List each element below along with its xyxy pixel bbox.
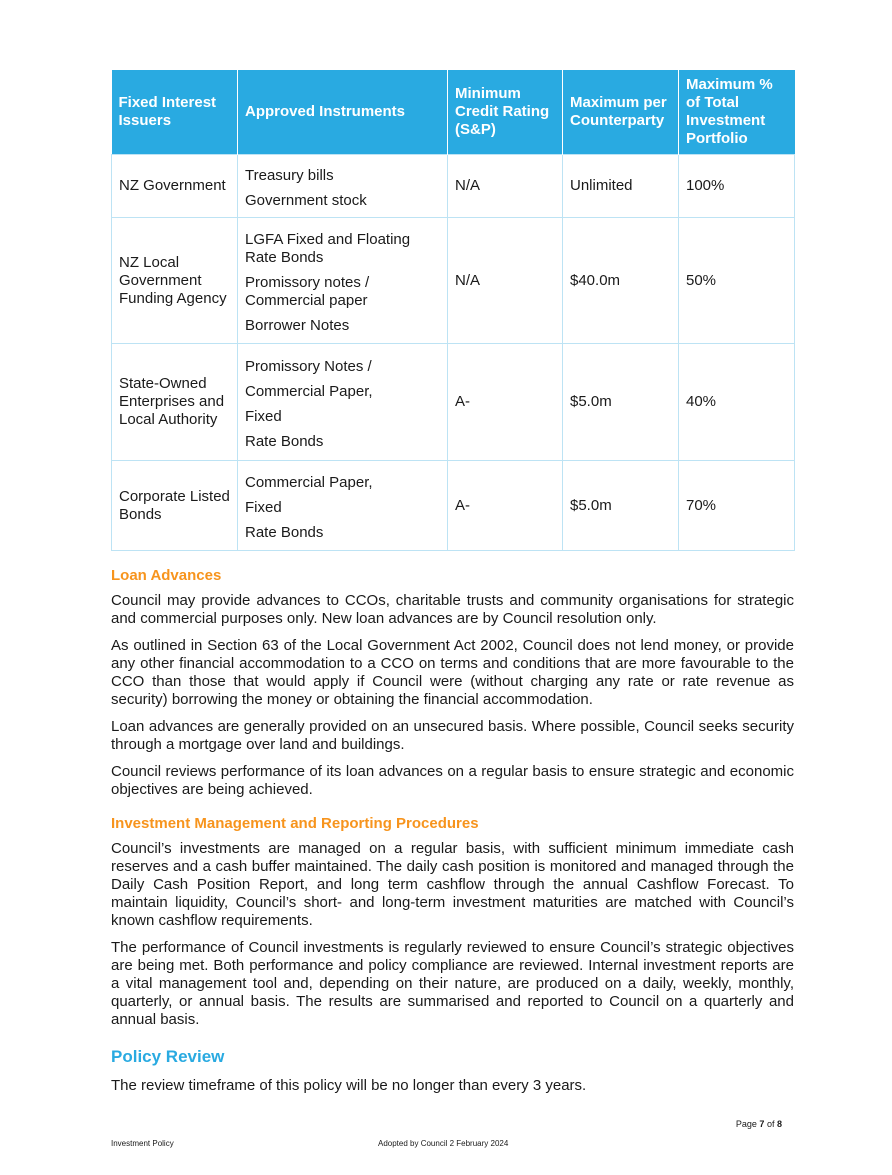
- max-portfolio-cell: 70%: [679, 461, 795, 551]
- table-row: [112, 461, 795, 551]
- credit-rating-cell: A-: [448, 344, 563, 461]
- max-counterparty-cell: $5.0m: [563, 344, 679, 461]
- max-counterparty-cell: Unlimited: [563, 155, 679, 218]
- credit-rating-cell: N/A: [448, 218, 563, 344]
- issuer-cell: NZ Government: [112, 155, 238, 218]
- page-number: [736, 1119, 782, 1129]
- instrument-item: Commercial Paper,: [245, 473, 373, 491]
- max-portfolio-cell: 100%: [679, 155, 795, 218]
- investment-management-heading: Investment Management and Reporting Procedures: [111, 815, 479, 832]
- max-portfolio-cell: 40%: [679, 344, 795, 461]
- loan-advances-paragraph: Loan advances are generally provided on an unsecured basis. Where possible, Council seeks security through a mortgage over land and buildings.: [111, 718, 794, 753]
- instruments-cell: [238, 461, 448, 551]
- instruments-cell: [238, 344, 448, 461]
- page-current: 7: [759, 1119, 765, 1129]
- instrument-item: Promissory Notes /: [245, 357, 372, 375]
- page-total: 8: [776, 1119, 782, 1129]
- credit-rating-cell: A-: [448, 461, 563, 551]
- instruments-cell: [238, 155, 448, 218]
- footer-doc-title: Investment Policy: [111, 1139, 174, 1148]
- credit-rating-cell: N/A: [448, 155, 563, 218]
- issuer-cell: State-Owned Enterprises and Local Authority: [112, 344, 238, 461]
- instrument-item: Fixed: [245, 498, 282, 516]
- col-header-max-counterparty: Maximum per Counterparty: [563, 70, 679, 155]
- instrument-item: Treasury bills: [245, 166, 334, 184]
- col-header-instruments: Approved Instruments: [238, 70, 448, 155]
- page-of: of: [766, 1119, 775, 1129]
- issuer-cell: NZ Local Government Funding Agency: [112, 218, 238, 344]
- instrument-item: Fixed: [245, 407, 282, 425]
- investment-management-paragraph: Council’s investments are managed on a regular basis, with sufficient minimum immediate cash reserves and a cash buffer maintained. The daily cash position is monitored and managed through the Daily Cash Position Report, and long term cashflow through the annual Cashflow Forecast. To maintain liquidity, Council’s short- and long-term investment maturities are matched with Council’s known cashflow requirements.: [111, 840, 794, 929]
- col-header-credit-rating: Minimum Credit Rating (S&P): [448, 70, 563, 155]
- col-header-max-portfolio: Maximum % of Total Investment Portfolio: [679, 70, 795, 155]
- instrument-item: Promissory notes / Commercial paper: [245, 273, 370, 309]
- instrument-item: Commercial Paper,: [245, 382, 373, 400]
- max-counterparty-cell: $40.0m: [563, 218, 679, 344]
- instrument-item: Borrower Notes: [245, 316, 350, 334]
- loan-advances-paragraph: As outlined in Section 63 of the Local Government Act 2002, Council does not lend money, or provide any other financial accommodation to a CCO on terms and conditions that are more favourable to the CCO than those that would apply if Council were (without charging any rate or rate revenue as security) borrowing the money or obtaining the financial accommodation.: [111, 637, 794, 708]
- loan-advances-paragraph: Council may provide advances to CCOs, charitable trusts and community organisations for strategic and commercial purposes only. New loan advances are by Council resolution only.: [111, 592, 794, 627]
- investment-limits-table: [111, 70, 795, 551]
- table-row: [112, 218, 795, 344]
- issuer-cell: Corporate Listed Bonds: [112, 461, 238, 551]
- table-header-row: [112, 70, 795, 155]
- instrument-item: Government stock: [245, 191, 367, 209]
- col-header-issuers: Fixed Interest Issuers: [112, 70, 238, 155]
- instrument-item: Rate Bonds: [245, 523, 324, 541]
- loan-advances-paragraph: Council reviews performance of its loan advances on a regular basis to ensure strategic and economic objectives are being achieved.: [111, 763, 794, 798]
- max-counterparty-cell: $5.0m: [563, 461, 679, 551]
- max-portfolio-cell: 50%: [679, 218, 795, 344]
- loan-advances-heading: Loan Advances: [111, 567, 222, 584]
- instrument-item: Rate Bonds: [245, 432, 324, 450]
- page-content: [111, 70, 794, 1104]
- investment-management-paragraph: The performance of Council investments is regularly reviewed to ensure Council’s strategic objectives are being met. Both performance and policy compliance are reviewed. Internal investment reports are a vital management tool and, depending on their nature, are produced on a daily, weekly, monthly, quarterly, or annual basis. The results are summarised and reported to Council on a quarterly and annual basis.: [111, 939, 794, 1028]
- policy-review-heading: Policy Review: [111, 1047, 225, 1066]
- instrument-item: LGFA Fixed and Floating Rate Bonds: [245, 230, 411, 266]
- page-prefix: Page: [735, 1119, 757, 1129]
- policy-review-paragraph: The review timeframe of this policy will be no longer than every 3 years.: [111, 1077, 587, 1094]
- table-row: [112, 344, 795, 461]
- table-row: [112, 155, 795, 218]
- instruments-cell: [238, 218, 448, 344]
- footer-adopted-date: Adopted by Council 2 February 2024: [378, 1139, 509, 1148]
